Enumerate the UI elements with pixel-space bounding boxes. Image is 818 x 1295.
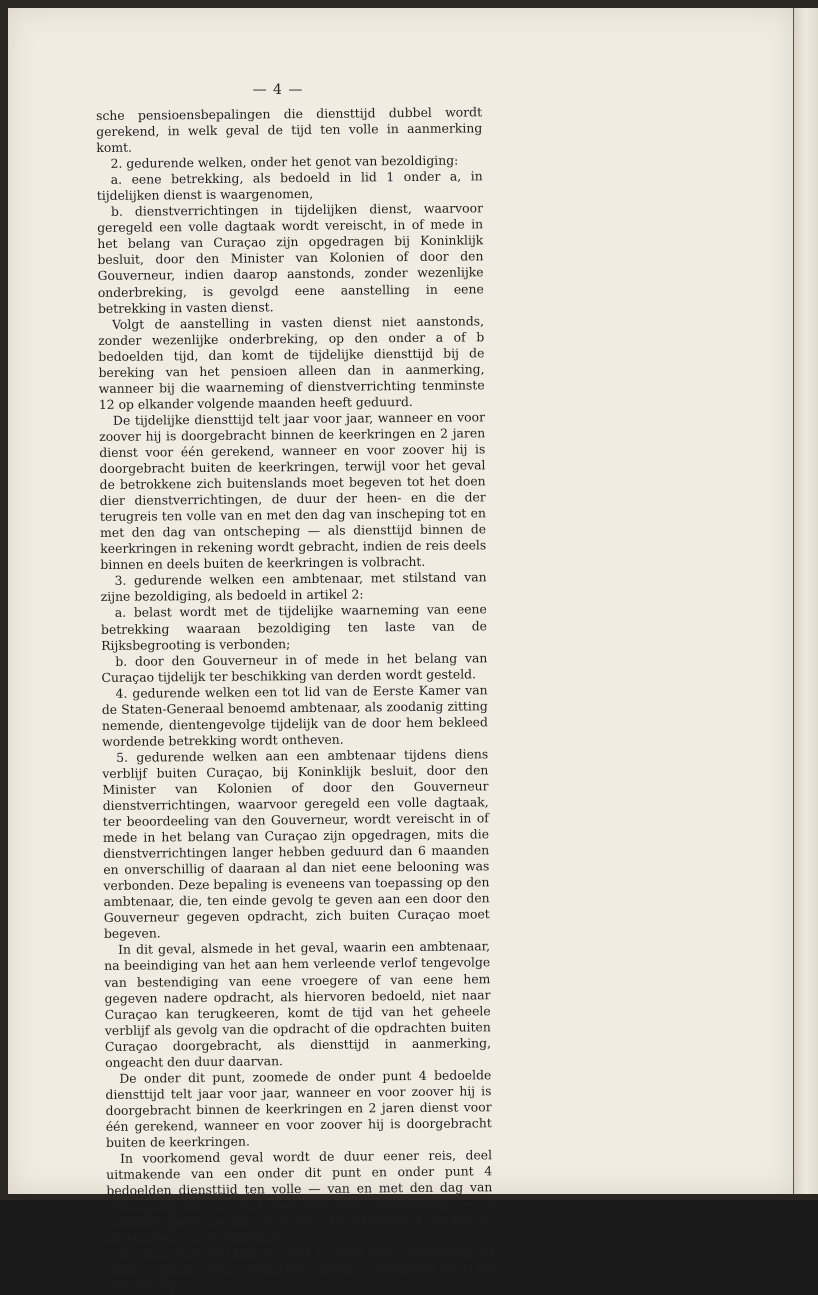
paragraph: 6. door den ambtenaar, met behoud van bezoldiging of onder genot van verlofbezoldiging, doorgebracht met vrijstelling <box>107 1243 494 1295</box>
paragraph: In voorkomend geval wordt de duur eener reis, deel uitmakende van een onder dit punt en onder punt 4 bedoelden diensttijd ten volle — van en met den dag van inscheping tot en met den dag van ontscheping — in rekening gebracht, indien de reis deels binnen, deels buiten de keerkringen is volbracht. <box>106 1147 493 1247</box>
paragraph: 5. gedurende welken aan een ambtenaar tijdens diens verblijf buiten Curaçao, bij Koninklijk besluit, door den Minister van Kolonien of door den Gouverneur dienstverrichtingen, waarvoor geregeld een volle dagtaak, ter beoordeeling van den Gouverneur, wordt vereischt in of mede in het belang van Curaçao zijn opgedragen, mits die dienstverrichtingen langer hebben geduurd dan 6 maanden en onverschillig of daaraan al dan niet eene belooning was verbonden. Deze bepaling is eveneens van toepassing op den ambtenaar, die, ten einde gevolg te geven aan een door den Gouverneur gegeven opdracht, zich buiten Curaçao moet begeven. <box>102 746 490 942</box>
document-page <box>8 8 794 1295</box>
paragraph: a. belast wordt met de tijdelijke waarneming van eene betrekking waaraan bezoldiging ten laste van de Rijksbegrooting is verbonden; <box>100 601 488 653</box>
paragraph: a. eene betrekking, als bedoeld in lid 1 onder a, in tijdelijken dienst is waargenomen, <box>96 168 483 204</box>
paragraph: In dit geval, alsmede in het geval, waarin een ambtenaar, na beeindiging van het aan hem verleende verlof tengevolge van bestendiging van eene vroegere of van eene hem gegeven nadere opdracht, als hiervoren bedoeld, niet naar Curaçao kan terugkeeren, komt de tijd van het geheele verblijf als gevolg van die opdracht of die opdrachten buiten Curaçao doorgebracht, als diensttijd in aanmerking, ongeacht den duur daarvan. <box>104 938 492 1070</box>
paragraph: b. dienstverrichtingen in tijdelijken dienst, waarvoor geregeld een volle dagtaak wordt vereischt, in of mede in het belang van Curaçao zijn opgedragen bij Koninklijk besluit, door den Minister van Kolonien of door den Gouverneur, indien daarop aanstonds, zonder wezenlijke onderbreking, is gevolgd eene aanstelling in eene betrekking in vasten dienst. <box>97 200 484 316</box>
paragraph: De tijdelijke diensttijd telt jaar voor jaar, wanneer en voor zoover hij is doorgebracht binnen de keerkringen en 2 jaren dienst voor één gerekend, wanneer en voor zoover hij is doorgebracht buiten de keerkringen, terwijl voor het geval de betrokkene zich buitenslands moet begeven tot het doen dier dienstverrichtingen, de duur der heen- en die der terugreis ten volle van en met den dag van inscheping tot en met den dag van ontscheping — als diensttijd binnen de keerkringen in rekening wordt gebracht, indien de reis deels binnen en deels buiten de keerkringen is volbracht. <box>99 409 487 573</box>
paragraph: 3. gedurende welken een ambtenaar, met stilstand van zijne bezoldiging, als bedoeld in artikel 2: <box>100 569 487 605</box>
paragraph: b. door den Gouverneur in of mede in het belang van Curaçao tijdelijk ter beschikking van derden wordt gesteld. <box>101 649 488 685</box>
page-number: — 4 — <box>252 82 304 98</box>
paragraph: 2. gedurende welken, onder het genot van bezoldiging: <box>110 152 459 172</box>
next-page-edge <box>794 8 818 1194</box>
body-text <box>96 104 493 1295</box>
paragraph: sche pensioensbepalingen die diensttijd dubbel wordt gerekend, in welk geval de tijd ten volle in aanmerking komt. <box>96 104 483 156</box>
paragraph: Volgt de aanstelling in vasten dienst niet aanstonds, zonder wezenlijke onderbreking, op den onder a of b bedoelden tijd, dan komt de tijdelijke diensttijd bij de bereking van het pensioen alleen dan in aanmerking, wanneer bij die waarneming of dienstverrichting tenminste 12 op elkander volgende maanden heeft geduurd. <box>98 312 485 412</box>
paragraph: De onder dit punt, zoomede de onder punt 4 bedoelde diensttijd telt jaar voor jaar, wanneer en voor zoover hij is doorgebracht binnen de keerkringen en 2 jaren dienst voor één gerekend, wanneer en voor zoover hij is doorgebracht buiten de keerkringen. <box>105 1067 492 1150</box>
paragraph: 4. gedurende welken een tot lid van de Eerste Kamer van de Staten-Generaal benoemd ambtenaar, als zoodanig zitting nemende, dientengevolge tijdelijk van de door hem bekleed wordende betrekking wordt ontheven. <box>101 681 488 749</box>
